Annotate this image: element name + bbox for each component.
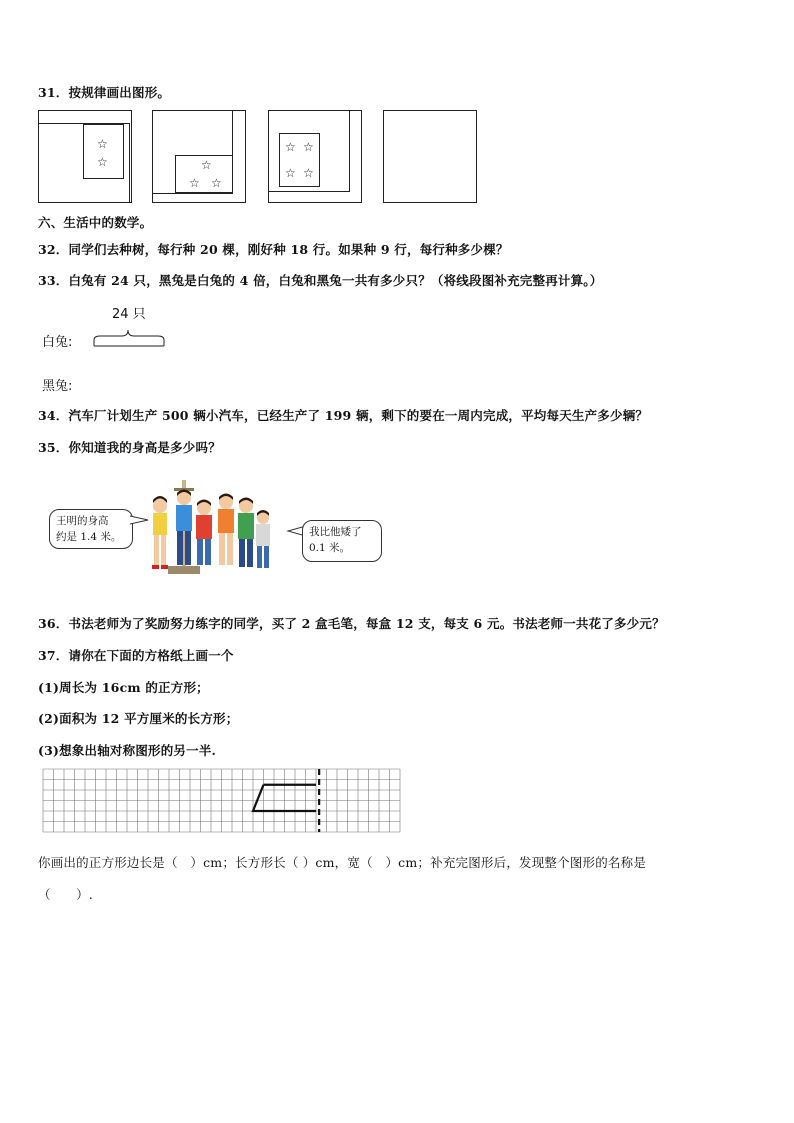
bubble-left-line2: 约是 1.4 米。 [56,531,122,543]
q31-title: 31．按规律画出图形。 [38,85,171,100]
star-icon: ☆ [201,158,212,172]
section-title: 六、生活中的数学。 [38,215,153,230]
count-label: 24 只 [112,307,146,322]
q37-item1: (1)周长为 16cm 的正方形； [38,680,209,695]
bubble-right-line2: 0.1 米。 [309,542,351,554]
pattern-rect-1 [83,124,124,179]
pattern-box-1 [38,110,132,203]
bubble-left-line1: 王明的身高 [56,515,109,527]
q37-item2: (2)面积为 12 平方厘米的长方形； [38,711,239,726]
pattern-box-answer[interactable] [383,110,477,203]
white-rabbit-segment [90,318,170,350]
star-icon: ☆ [189,176,200,190]
q37-item3: (3)想象出轴对称图形的另一半. [38,743,217,758]
star-icon: ☆ [285,140,296,154]
q37-answer-line2: （ ）. [38,887,93,902]
star-icon: ☆ [285,166,296,180]
star-icon: ☆ [211,176,222,190]
star-icon: ☆ [97,155,108,169]
star-icon: ☆ [303,140,314,154]
star-icon: ☆ [303,166,314,180]
bubble-right-line1: 我比他矮了 [309,526,362,538]
q37-answer-line1: 你画出的正方形边长是（ ）cm；长方形长（ ）cm，宽（ ）cm；补充完图形后，发现整个图形的名称是 [38,855,647,870]
speech-bubble-right [302,520,382,562]
pattern-box-3 [268,110,362,203]
q35-text: 35．你知道我的身高是多少吗？ [38,440,221,455]
grid-paper[interactable] [42,768,404,840]
q32-text: 32．同学们去种树，每行种 20 棵，刚好种 18 行。如果种 9 行，每行种多少棵？ [38,242,509,257]
speech-bubble-left [49,509,133,549]
q36-text: 36．书法老师为了奖励努力练字的同学，买了 2 盒毛笔，每盒 12 支，每支 6 元。书法老师一共花了多少元？ [38,616,665,631]
black-rabbit-label: 黑兔: [42,379,73,394]
white-rabbit-label: 白兔: [42,335,73,350]
q34-text: 34．汽车厂计划生产 500 辆小汽车，已经生产了 199 辆，剩下的要在一周内完成，平均每天生产多少辆？ [38,408,649,423]
q37-title: 37．请你在下面的方格纸上画一个 [38,648,234,663]
star-icon: ☆ [97,137,108,151]
pattern-box-2 [152,110,246,203]
q33-text: 33．白兔有 24 只，黑兔是白兔的 4 倍，白兔和黑兔一共有多少只？（将线段图补充完整再计算。） [38,273,603,288]
children-illustration [146,478,274,580]
